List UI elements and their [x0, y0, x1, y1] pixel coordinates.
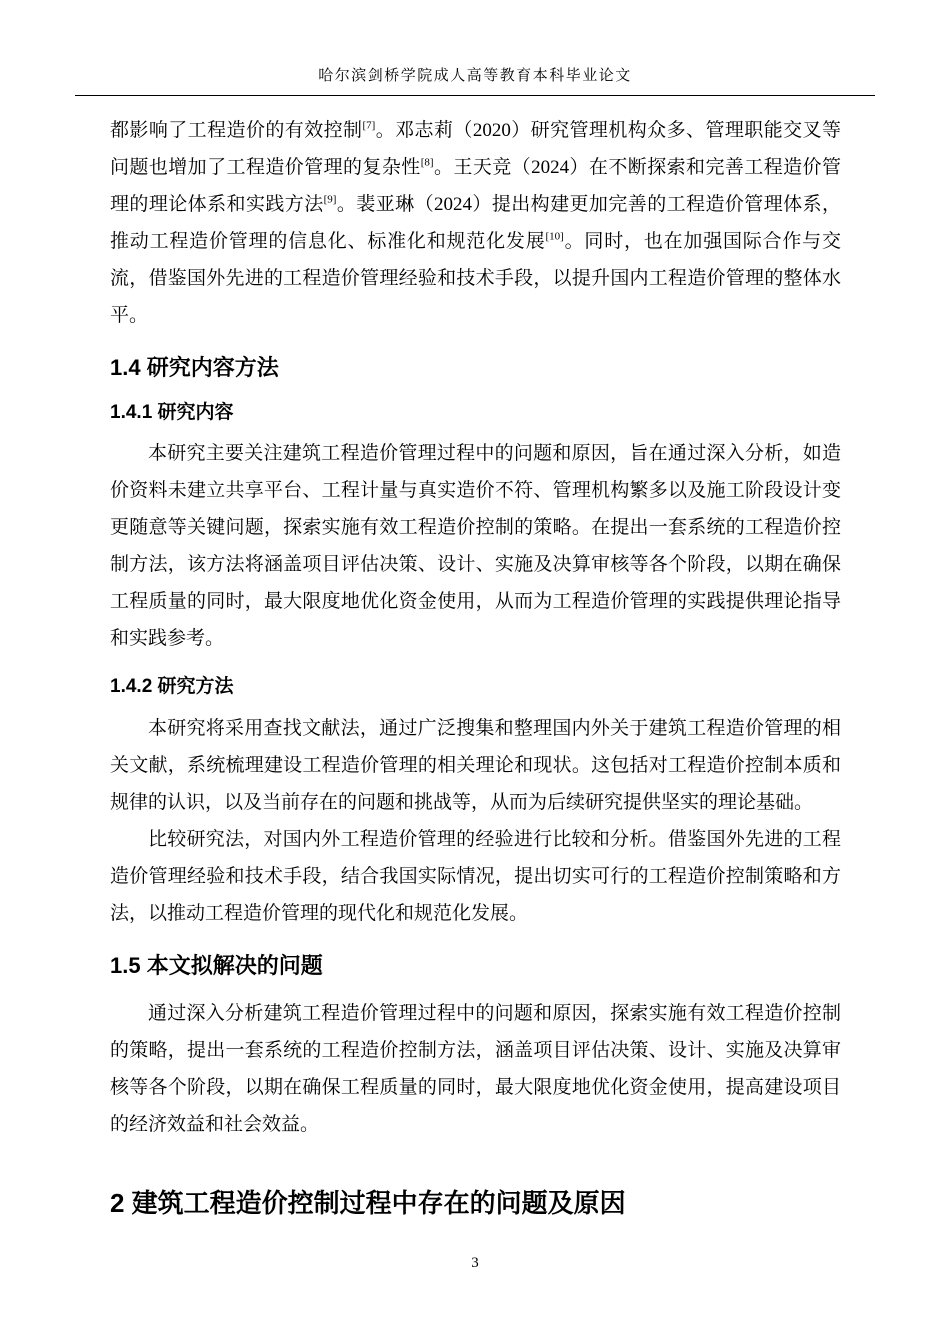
document-body — [110, 112, 841, 1220]
subsection-heading: 1.4.2 研究方法 — [110, 676, 234, 698]
text-run: 本研究主要关注建筑工程造价管理过程中的问题和原因，旨在通过深入分析，如造价资料未建立共享平台、工程计量与真实造价不符、管理机构繁多以及施工阶段设计变更随意等关键问题，探索实施有效工程造价控制的策略。在提出一套系统的工程造价控制方法，该方法将涵盖项目评估决策、设计、实施及决算审核等各个阶段，以期在确保工程质量的同时，最大限度地优化资金使用，从而为工程造价管理的实践提供理论指导和实践参考。 — [110, 443, 841, 650]
page-number: 3 — [471, 1255, 479, 1271]
section-heading: 1.4 研究内容方法 — [110, 355, 279, 380]
header-title: 哈尔滨剑桥学院成人高等教育本科毕业论文 — [318, 68, 632, 84]
paragraph — [110, 710, 841, 821]
page-header — [75, 64, 875, 96]
text-run: 。邓志莉（2020）研究管理机构众多、管理职能交叉等问题也增加了工程造价管理的复杂性 — [110, 120, 841, 178]
section-heading: 1.5 本文拟解决的问题 — [110, 952, 323, 978]
paragraph — [110, 821, 841, 932]
subsection-heading: 1.4.1 研究内容 — [110, 401, 234, 423]
page-footer — [0, 1255, 950, 1272]
citation-reference: [9] — [323, 193, 337, 206]
paragraph — [110, 995, 841, 1143]
citation-reference: [7] — [362, 119, 376, 132]
text-run: 本研究将采用查找文献法，通过广泛搜集和整理国内外关于建筑工程造价管理的相关文献，系统梳理建设工程造价管理的相关理论和现状。这包括对工程造价控制本质和规律的认识，以及当前存在的问题和挑战等，从而为后续研究提供坚实的理论基础。 — [110, 717, 841, 813]
text-run: 。裴亚琳（2024）提出构建更加完善的工程造价管理体系，推动工程造价管理的信息化、标准化和规范化发展 — [110, 194, 841, 252]
text-run: 比较研究法，对国内外工程造价管理的经验进行比较和分析。借鉴国外先进的工程造价管理经验和技术手段，结合我国实际情况，提出切实可行的工程造价控制策略和方法，以推动工程造价管理的现代化和规范化发展。 — [110, 828, 841, 924]
paragraph — [110, 112, 841, 334]
paragraph — [110, 435, 841, 657]
chapter-heading: 2 建筑工程造价控制过程中存在的问题及原因 — [110, 1187, 626, 1218]
citation-reference: [10] — [545, 230, 564, 243]
text-run: 都影响了工程造价的有效控制 — [110, 120, 363, 141]
citation-reference: [8] — [420, 156, 434, 169]
text-run: 。王天竞（2024）在不断探索和完善工程造价管理的理论体系和实践方法 — [110, 157, 841, 215]
text-run: 。同时，也在加强国际合作与交流，借鉴国外先进的工程造价管理经验和技术手段，以提升国内工程造价管理的整体水平。 — [110, 231, 841, 326]
text-run: 通过深入分析建筑工程造价管理过程中的问题和原因，探索实施有效工程造价控制的策略，提出一套系统的工程造价控制方法，涵盖项目评估决策、设计、实施及决算审核等各个阶段，以期在确保工程质量的同时，最大限度地优化资金使用，提高建设项目的经济效益和社会效益。 — [110, 1002, 841, 1135]
